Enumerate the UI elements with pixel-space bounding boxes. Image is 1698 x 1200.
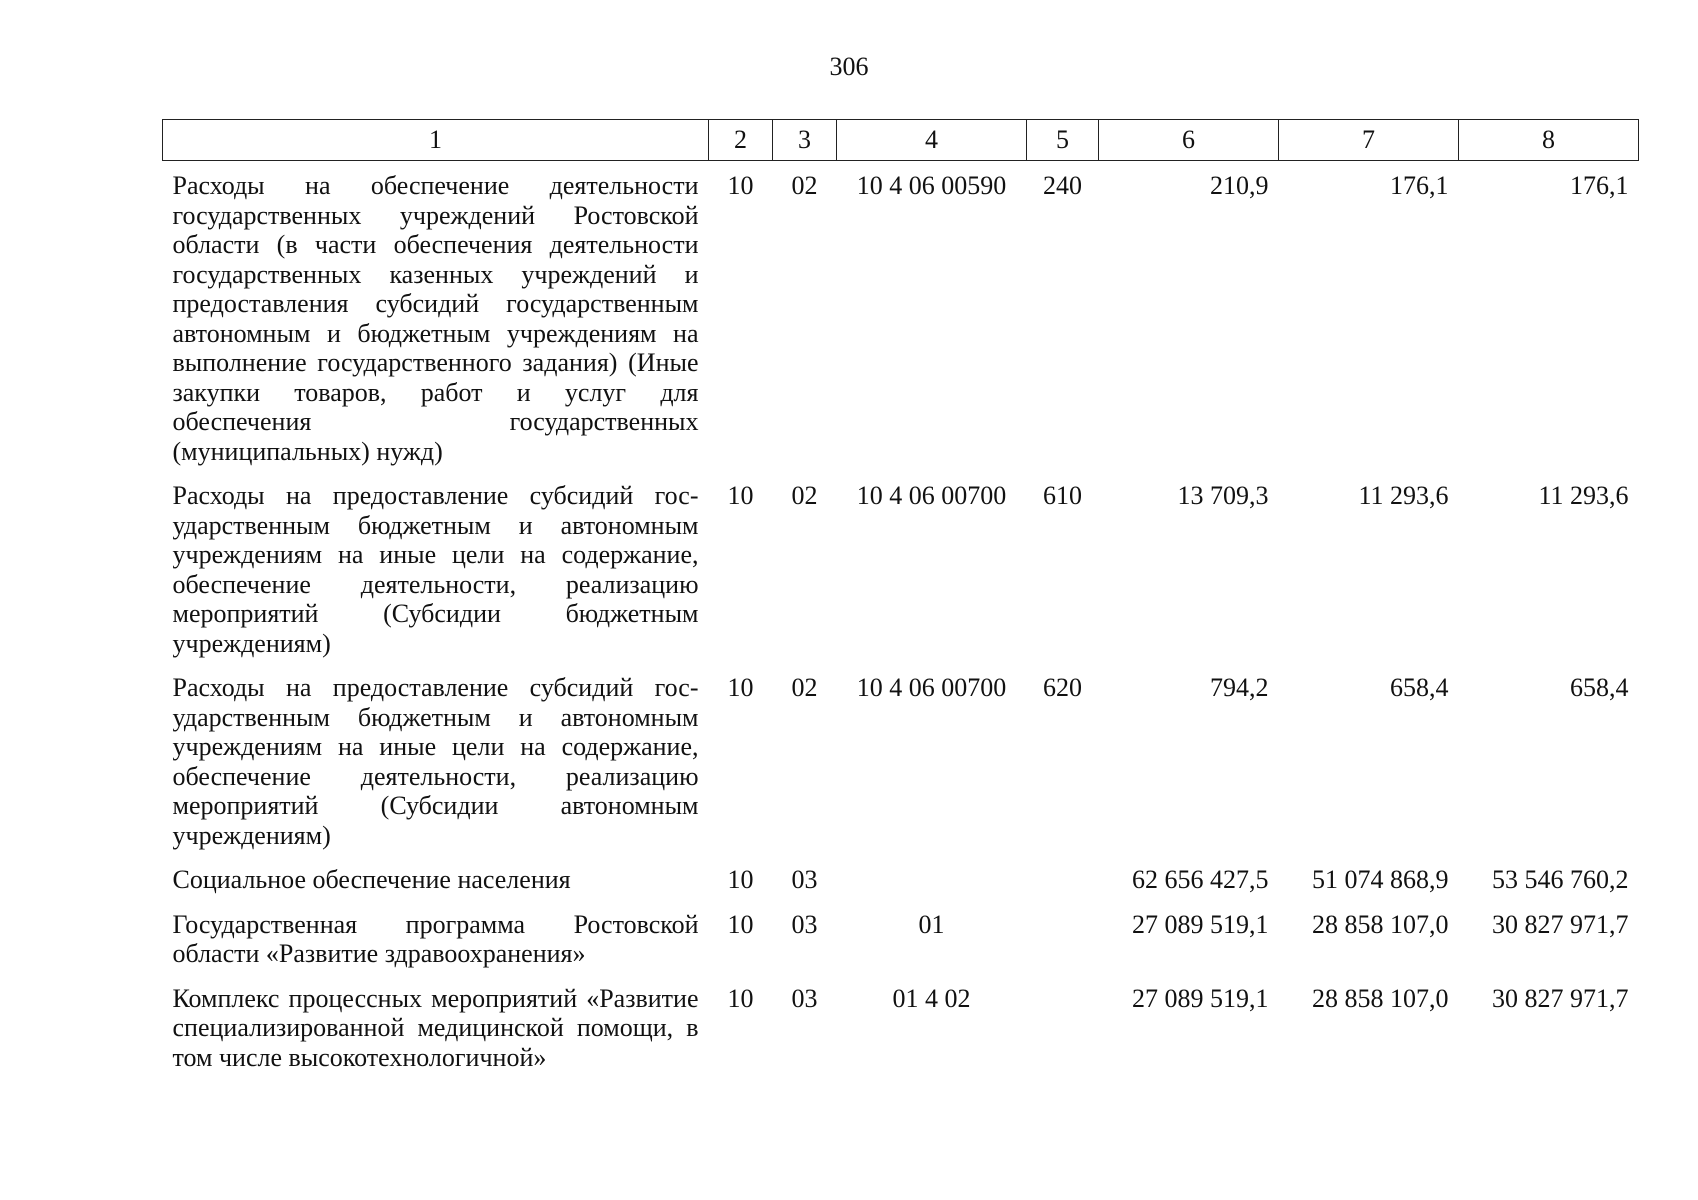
expense-type-code: 240	[1043, 171, 1082, 200]
subsection-code: 02	[791, 481, 818, 510]
expense-name: Расходы на предоставление субсидий государственным бюджетным и автономным учреждениям на иные цели на содержание, обеспечение деятельности, реализацию мероприятий (Субсидии автономным учреждениям)	[172, 673, 699, 850]
target-article-code	[837, 855, 1027, 900]
column-header-7: 7	[1279, 120, 1459, 161]
subsection-code: 03	[791, 983, 818, 1013]
expense-name: Социальное обеспечение населения	[172, 865, 571, 894]
amount-col-6: 13 709,3	[1177, 481, 1269, 510]
amount-col-7: 51 074 868,9	[1312, 865, 1449, 894]
expense-type-code: 620	[1043, 673, 1082, 702]
column-header-6: 6	[1099, 120, 1279, 161]
column-header-8: 8	[1459, 120, 1639, 161]
amount-col-8: 658,4	[1570, 673, 1629, 702]
budget-table	[162, 119, 1639, 1077]
expense-type-code	[1027, 900, 1099, 974]
expense-name: Комплекс процессных мероприятий «Развитие специализированной медицинской помощи, в том числе высокотехнологичной»	[172, 983, 699, 1072]
expense-type-code: 610	[1043, 481, 1082, 510]
subsection-code: 02	[791, 673, 818, 702]
table-row	[163, 900, 1639, 974]
header-row	[163, 120, 1639, 161]
amount-col-8: 176,1	[1570, 171, 1629, 200]
target-article-code: 01	[918, 909, 945, 939]
amount-col-7: 176,1	[1390, 171, 1449, 200]
amount-col-7: 658,4	[1390, 673, 1449, 702]
table-row	[163, 855, 1639, 900]
section-code: 10	[727, 171, 754, 200]
table-row	[163, 974, 1639, 1078]
expense-type-code	[1027, 855, 1099, 900]
section-code: 10	[727, 673, 754, 702]
column-header-2: 2	[709, 120, 773, 161]
amount-col-7: 11 293,6	[1358, 481, 1449, 510]
table-row	[163, 471, 1639, 663]
expense-type-code	[1027, 974, 1099, 1078]
section-code: 10	[727, 983, 754, 1013]
target-article-code: 10 4 06 00590	[856, 171, 1007, 200]
amount-col-7: 28 858 107,0	[1312, 983, 1449, 1013]
amount-col-8: 11 293,6	[1538, 481, 1629, 510]
table-row	[163, 663, 1639, 855]
page-number: 306	[829, 52, 869, 81]
target-article-code: 01 4 02	[892, 983, 971, 1013]
target-article-code: 10 4 06 00700	[856, 481, 1007, 510]
expense-name: Расходы на предоставление субсидий государственным бюджетным и автономным учреждениям на иные цели на содержание, обеспечение деятельности, реализацию мероприятий (Субсидии бюджетным учреждениям)	[172, 481, 699, 658]
expense-name: Государственная программа Ростовской области «Развитие здравоохранения»	[172, 909, 699, 968]
column-header-5: 5	[1027, 120, 1099, 161]
section-code: 10	[727, 909, 754, 939]
target-article-code: 10 4 06 00700	[856, 673, 1007, 702]
subsection-code: 02	[791, 171, 818, 200]
amount-col-8: 53 546 760,2	[1492, 865, 1629, 894]
amount-col-6: 210,9	[1210, 171, 1269, 200]
expense-name: Расходы на обеспечение деятельности государственных учреждений Ростовской области (в части обеспечения деятельности государственных казенных учреждений и предоставления субсидий государственным автономным и бюджетным учреждениям на выполнение государственного задания) (Иные закупки товаров, работ и услуг для обеспечения государственных (муниципальных) нужд)	[172, 171, 699, 466]
section-code: 10	[727, 865, 754, 894]
amount-col-7: 28 858 107,0	[1312, 909, 1449, 939]
amount-col-8: 30 827 971,7	[1492, 909, 1629, 939]
column-header-1: 1	[163, 120, 709, 161]
column-header-4: 4	[837, 120, 1027, 161]
amount-col-6: 794,2	[1210, 673, 1269, 702]
table-row	[163, 161, 1639, 472]
amount-col-6: 27 089 519,1	[1132, 983, 1269, 1013]
subsection-code: 03	[791, 909, 818, 939]
amount-col-8: 30 827 971,7	[1492, 983, 1629, 1013]
column-header-3: 3	[773, 120, 837, 161]
amount-col-6: 27 089 519,1	[1132, 909, 1269, 939]
amount-col-6: 62 656 427,5	[1132, 865, 1269, 894]
subsection-code: 03	[791, 865, 818, 894]
section-code: 10	[727, 481, 754, 510]
